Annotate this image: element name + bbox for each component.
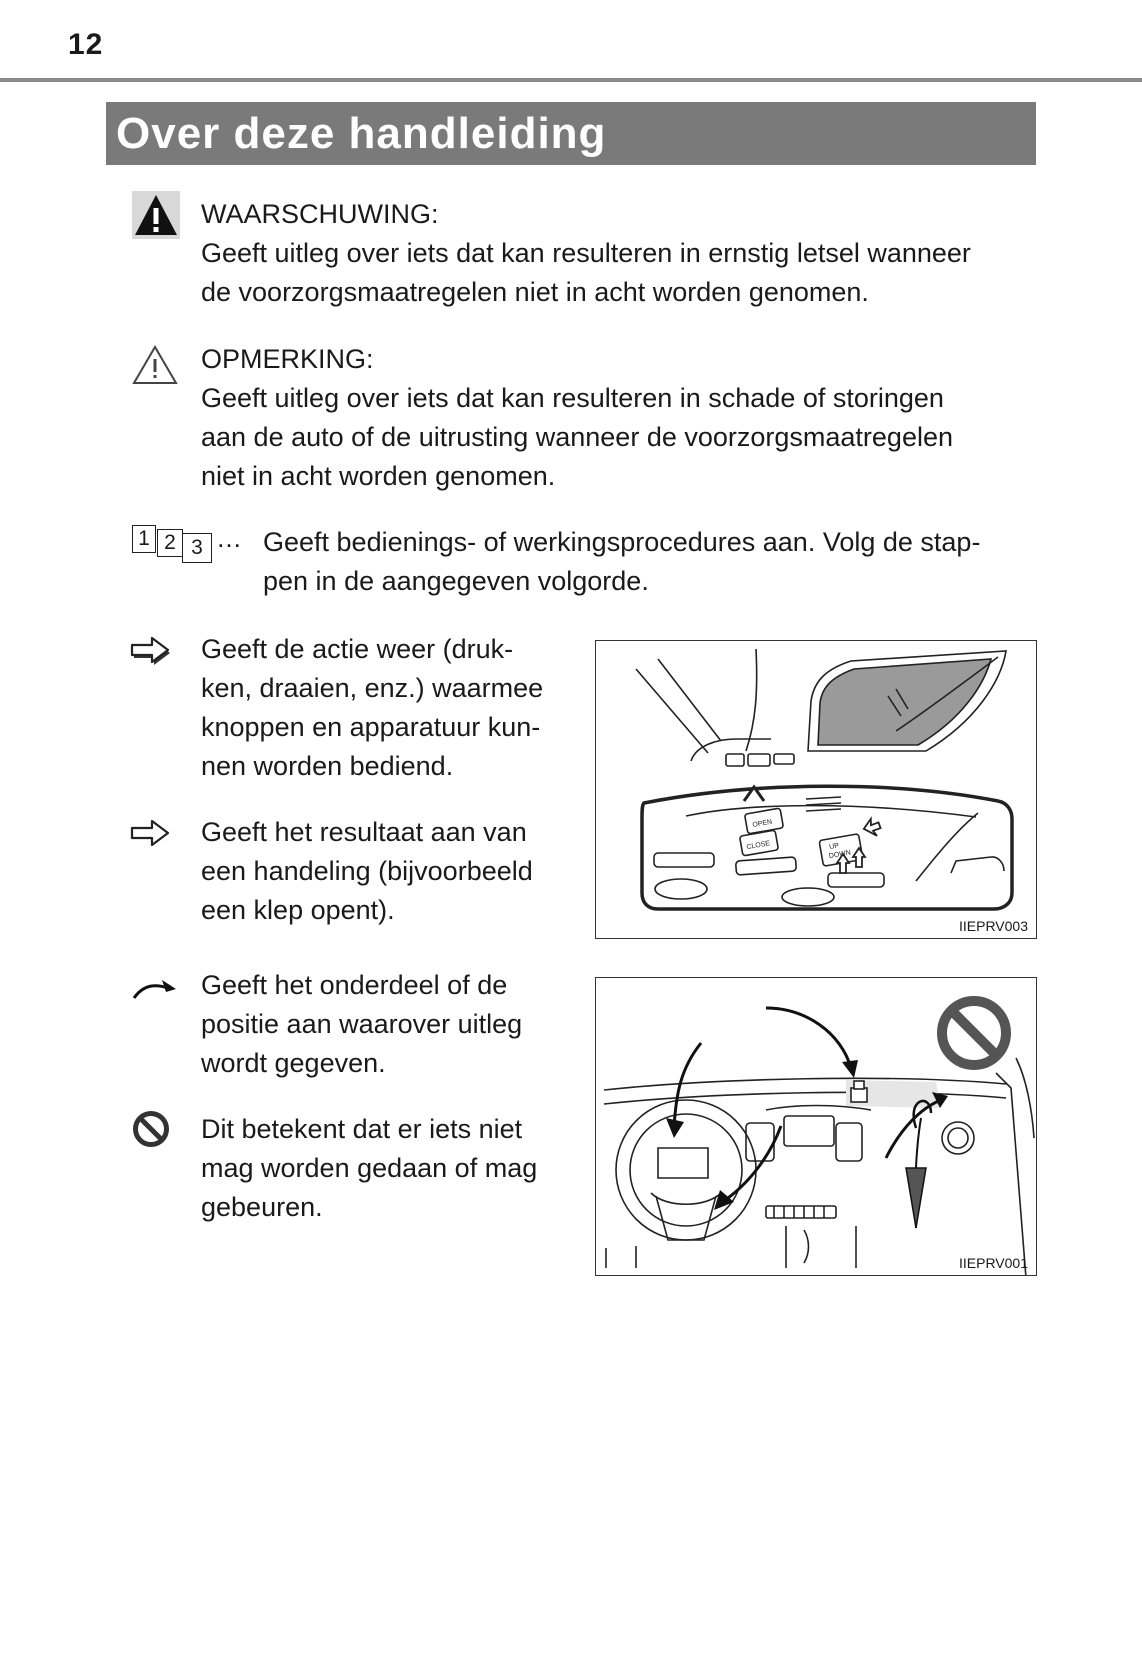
warning-outline-icon — [132, 345, 178, 385]
step-box-3: 3 — [182, 533, 212, 563]
page-title: Over deze handleiding — [106, 102, 1036, 165]
figure-code: IIEPRV003 — [958, 918, 1028, 934]
button-label-down: DOWN — [828, 849, 852, 861]
step-dots: … — [216, 523, 242, 553]
button-label-up: UP — [828, 842, 840, 851]
action-description: Geeft de actie weer (druk- ken, draaien, enz.) waarmee knoppen en apparatuur kun- nen worden bediend. — [201, 634, 544, 781]
step-numbers-icon — [132, 525, 252, 563]
notice-description: Geeft uitleg over iets dat kan resulteren in schade of storingen aan de auto of de uitrusting wanneer de voorzorgsmaatregelen niet in acht worden genomen. — [201, 383, 953, 491]
dashboard-illustration — [596, 978, 1036, 1275]
pointer-arrow-icon — [132, 976, 178, 1002]
notice-heading: OPMERKING: — [201, 344, 374, 374]
page-number: 12 — [68, 28, 104, 61]
prohibited-icon — [132, 1110, 170, 1148]
result-description: Geeft het resultaat aan van een handeling (bijvoorbeeld een klep opent). — [201, 817, 533, 925]
pointer-description: Geeft het onderdeel of de positie aan waarover uitleg wordt gegeven. — [201, 970, 523, 1078]
prohibited-description: Dit betekent dat er iets niet mag worden gedaan of mag gebeuren. — [201, 1114, 538, 1222]
button-label-close: CLOSE — [746, 840, 771, 852]
steps-description: Geeft bedienings- of werkingsprocedures aan. Volg de stap- pen in de aangegeven volgorde. — [263, 527, 981, 596]
header-rule — [0, 78, 1142, 82]
result-arrow-outline-icon — [130, 817, 174, 851]
figure-sunroof-console — [595, 640, 1037, 939]
action-arrow-filled-icon — [130, 634, 174, 668]
button-label-open: OPEN — [752, 818, 773, 829]
sunroof-console-illustration — [596, 641, 1036, 938]
warning-description: Geeft uitleg over iets dat kan resulteren in ernstig letsel wanneer de voorzorgsmaatregelen niet in acht worden genomen. — [201, 238, 971, 307]
figure-dashboard — [595, 977, 1037, 1276]
warning-filled-icon — [132, 191, 180, 239]
figure-code: IIEPRV001 — [958, 1255, 1028, 1271]
step-box-1: 1 — [132, 525, 156, 553]
step-box-2: 2 — [157, 529, 183, 557]
warning-heading: WAARSCHUWING: — [201, 199, 439, 229]
